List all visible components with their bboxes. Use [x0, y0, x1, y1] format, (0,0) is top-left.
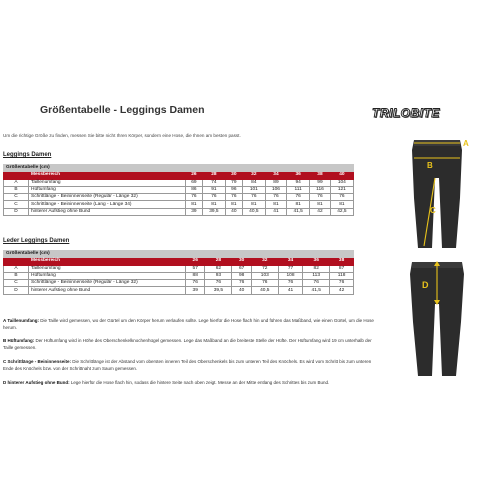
row-label: Hüftumfang — [29, 272, 186, 279]
size-value-cell: 81 — [265, 201, 286, 208]
table-row — [4, 272, 354, 279]
size-value-cell: 76 — [225, 194, 242, 201]
header-size: 26 — [186, 258, 205, 265]
size-value-cell: 113 — [303, 272, 330, 279]
size-value-cell: 76 — [287, 194, 310, 201]
size-value-cell: 41 — [265, 208, 286, 215]
leggings-front-figure — [402, 138, 472, 252]
row-key: D — [4, 208, 29, 215]
size-value-cell: 42 — [330, 287, 354, 294]
size-value-cell: 76 — [303, 280, 330, 287]
row-label: Hüftumfang — [29, 186, 186, 193]
row-label: Taillenumfang — [29, 179, 186, 186]
size-value-cell: 81 — [310, 201, 330, 208]
marker-d: D — [422, 280, 429, 290]
size-value-cell: 72 — [251, 265, 278, 272]
row-label: Schrittlänge - Beininnenseite (Regulär - Länge 32) — [29, 280, 186, 287]
size-value-cell: 104 — [330, 179, 353, 186]
intro-text: Um die richtige Größe zu finden, messen Sie bitte nicht Ihren Körper, sondern eine Hose, die Ihnen am besten passt. — [3, 133, 241, 138]
size-value-cell: 116 — [310, 186, 330, 193]
size-value-cell: 41 — [278, 287, 302, 294]
size-value-cell: 84 — [242, 179, 265, 186]
note-b: B Hüftumfang: Der Hüftumfang wird in Höhe des Oberschenkelknochenhügel gemessen. Lege das Maßband an die breiteste Stelle der Hüfte. Der Hüftumfang wird 19 cm unterhalb der Taille gemessen. — [3, 338, 372, 350]
table-caption: Größentabelle (cm) — [4, 251, 354, 258]
table-row — [4, 208, 354, 215]
size-value-cell: 62 — [205, 265, 232, 272]
size-value-cell: 121 — [330, 186, 353, 193]
row-key: C — [4, 201, 29, 208]
header-size: 32 — [242, 172, 265, 179]
header-key-cell — [4, 258, 29, 265]
size-value-cell: 88 — [186, 272, 205, 279]
marker-b: B — [427, 161, 433, 170]
size-value-cell: 87 — [330, 265, 354, 272]
table-row — [4, 280, 354, 287]
row-label: Schrittlänge - Beininnenseite (Regulär - Länge 32) — [29, 194, 186, 201]
size-value-cell: 96 — [225, 186, 242, 193]
section-heading-leather-leggings: Leder Leggings Damen — [3, 238, 70, 244]
size-value-cell: 40 — [225, 208, 242, 215]
leggings-front-shape — [412, 140, 462, 248]
size-value-cell: 111 — [287, 186, 310, 193]
size-value-cell: 76 — [202, 194, 225, 201]
size-value-cell: 57 — [186, 265, 205, 272]
leggings-back-figure — [402, 258, 472, 380]
header-size: 32 — [251, 258, 278, 265]
size-value-cell: 76 — [278, 280, 302, 287]
marker-a: A — [463, 139, 469, 148]
row-key: D — [4, 287, 29, 294]
row-label: hinterer Aufstieg ohne Bund — [29, 287, 186, 294]
header-measure-range: Messbereich — [29, 172, 186, 179]
size-value-cell: 81 — [225, 201, 242, 208]
note-d: D hinterer Aufstieg ohne Bund: Lege hierfür die Hose flach hin, sodass die hintere Seite nach oben zeigt. Messe an der Mitte entlang des Schrittes bis zum Bund. — [3, 380, 330, 385]
note-a: A Taillenumfang: Die Taille wird gemessen, wo der Gürtel um den Körper herum verlaufen sollte. Lege hierfür die Hose flach hin und führen das Maßband, wie einen Gürtel, um die Hose herum. — [3, 318, 374, 330]
table-row — [4, 265, 354, 272]
header-size: 34 — [278, 258, 302, 265]
size-value-cell: 79 — [225, 179, 242, 186]
size-value-cell: 81 — [186, 201, 203, 208]
size-value-cell: 89 — [265, 179, 286, 186]
size-value-cell: 81 — [202, 201, 225, 208]
section-heading-leggings: Leggings Damen — [3, 152, 52, 158]
size-value-cell: 39,5 — [205, 287, 232, 294]
size-value-cell: 39,5 — [202, 208, 225, 215]
size-value-cell: 76 — [205, 280, 232, 287]
size-value-cell: 76 — [330, 280, 354, 287]
size-value-cell: 82 — [303, 265, 330, 272]
size-value-cell: 81 — [330, 201, 353, 208]
size-value-cell: 76 — [242, 194, 265, 201]
size-value-cell: 67 — [232, 265, 251, 272]
header-size: 30 — [225, 172, 242, 179]
size-value-cell: 76 — [265, 194, 286, 201]
size-value-cell: 40,5 — [251, 287, 278, 294]
header-size: 38 — [330, 258, 354, 265]
size-value-cell: 91 — [202, 186, 225, 193]
size-value-cell: 94 — [287, 179, 310, 186]
size-value-cell: 106 — [265, 186, 286, 193]
size-value-cell: 86 — [186, 186, 203, 193]
size-value-cell: 39 — [186, 208, 203, 215]
table-header-row — [4, 258, 354, 265]
note-c: C Schrittlänge - Beininnenseite: Die Schrittlänge ist der Abstand vom obersten inneren Teil des Oberschenkels bis zum unteren Teil des Knöchels. Es wird vom Schritt bis zum unteren Ende des Knöchels bzw. von der Schrittnaht zum Saum gemessen. — [3, 359, 372, 371]
row-key: A — [4, 265, 29, 272]
header-size: 28 — [205, 258, 232, 265]
size-value-cell: 101 — [242, 186, 265, 193]
row-key: C — [4, 194, 29, 201]
size-value-cell: 74 — [202, 179, 225, 186]
size-value-cell: 118 — [330, 272, 354, 279]
header-size: 40 — [330, 172, 353, 179]
header-size: 36 — [303, 258, 330, 265]
size-value-cell: 42,5 — [330, 208, 353, 215]
size-value-cell: 41,5 — [303, 287, 330, 294]
size-value-cell: 76 — [186, 194, 203, 201]
size-value-cell: 108 — [278, 272, 302, 279]
row-key: B — [4, 272, 29, 279]
header-size: 36 — [287, 172, 310, 179]
table-header-row — [4, 172, 354, 179]
size-value-cell: 69 — [186, 179, 203, 186]
row-key: A — [4, 179, 29, 186]
header-measure-range: Messbereich — [29, 258, 186, 265]
table-row — [4, 179, 354, 186]
size-value-cell: 99 — [310, 179, 330, 186]
table-row — [4, 194, 354, 201]
page-title: Größentabelle - Leggings Damen — [40, 104, 205, 116]
size-value-cell: 40 — [232, 287, 251, 294]
brand-logo: TRILOBITE — [372, 106, 440, 120]
size-value-cell: 76 — [330, 194, 353, 201]
row-key: C — [4, 280, 29, 287]
size-table-leggings — [3, 164, 354, 216]
row-label: hinterer Aufstieg ohne Bund — [29, 208, 186, 215]
table-row — [4, 186, 354, 193]
size-value-cell: 41,5 — [287, 208, 310, 215]
size-value-cell: 42 — [310, 208, 330, 215]
row-key: B — [4, 186, 29, 193]
size-value-cell: 103 — [251, 272, 278, 279]
row-label: Schrittlänge - Beininnenseite (Lang - Länge 34) — [29, 201, 186, 208]
header-size: 38 — [310, 172, 330, 179]
size-value-cell: 77 — [278, 265, 302, 272]
header-size: 30 — [232, 258, 251, 265]
marker-c: C — [430, 206, 436, 215]
table-caption: Größentabelle (cm) — [4, 165, 354, 172]
size-value-cell: 76 — [310, 194, 330, 201]
size-value-cell: 81 — [242, 201, 265, 208]
header-size: 26 — [186, 172, 203, 179]
size-value-cell: 40,5 — [242, 208, 265, 215]
header-size: 28 — [202, 172, 225, 179]
size-value-cell: 81 — [287, 201, 310, 208]
size-value-cell: 39 — [186, 287, 205, 294]
size-value-cell: 76 — [251, 280, 278, 287]
size-value-cell: 76 — [232, 280, 251, 287]
row-label: Taillenumfang — [29, 265, 186, 272]
header-key-cell — [4, 172, 29, 179]
header-size: 34 — [265, 172, 286, 179]
size-table-leather-leggings — [3, 250, 354, 295]
size-value-cell: 98 — [232, 272, 251, 279]
size-value-cell: 93 — [205, 272, 232, 279]
table-row — [4, 201, 354, 208]
table-row — [4, 287, 354, 294]
size-value-cell: 76 — [186, 280, 205, 287]
